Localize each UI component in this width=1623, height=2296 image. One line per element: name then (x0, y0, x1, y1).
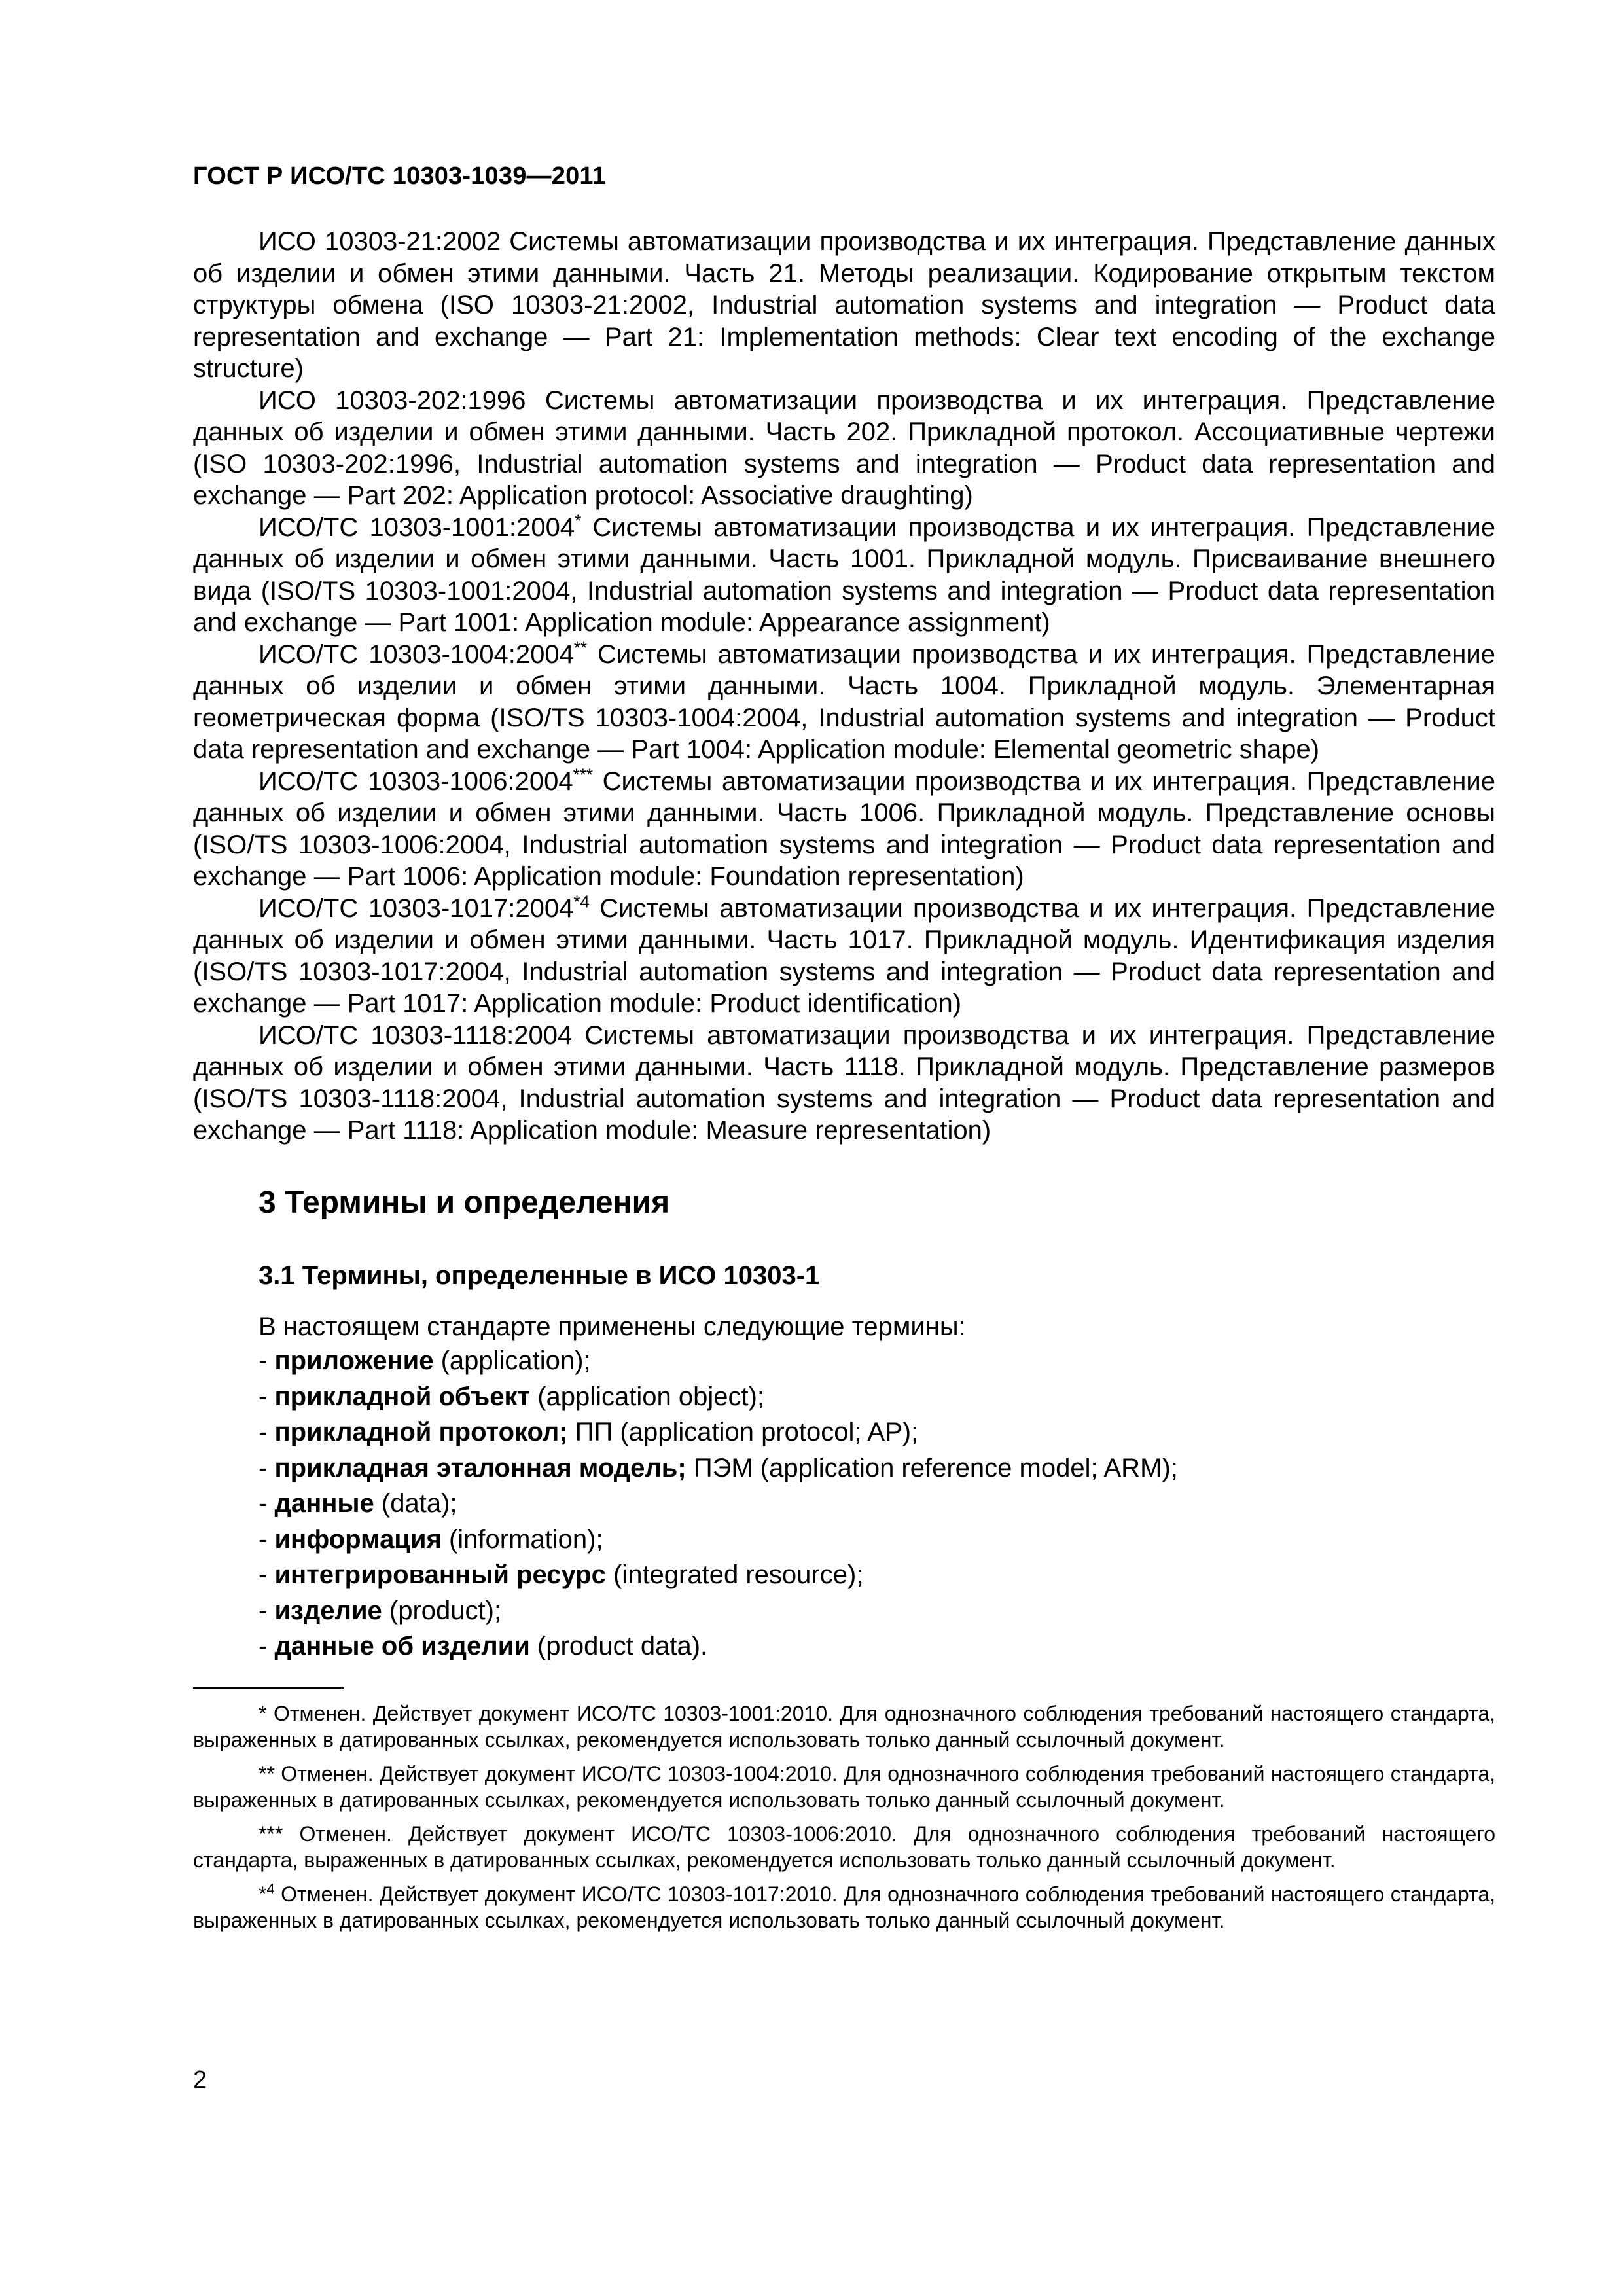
reference-iso-10303-202 (193, 385, 1495, 512)
footnote-mark: * (259, 1882, 267, 1906)
reference-code: ИСО/ТС 10303-1004:2004 (259, 639, 574, 669)
footnote-3 (193, 1821, 1495, 1873)
term-translation: ПЭМ (application reference model; ARM); (686, 1453, 1178, 1482)
term-name: изделие (274, 1596, 382, 1625)
term-translation: (application object); (530, 1382, 765, 1411)
term-dash: - (259, 1382, 275, 1411)
term-name: прикладной объект (274, 1382, 531, 1411)
normative-references (193, 226, 1495, 1147)
term-translation: ПП (application protocol; AP); (567, 1418, 919, 1446)
term-translation: (information); (441, 1524, 603, 1554)
footnote-separator (193, 1687, 344, 1689)
footnote-mark: *4 (573, 891, 590, 912)
reference-code: ИСО/ТС 10303-1017:2004 (259, 893, 574, 923)
term-item (259, 1522, 1178, 1558)
reference-iso-ts-10303-1001 (193, 512, 1495, 639)
footnote-2 (193, 1761, 1495, 1813)
term-item (259, 1593, 1178, 1629)
term-item (259, 1414, 1178, 1450)
reference-iso-ts-10303-1004 (193, 639, 1495, 766)
term-dash: - (259, 1596, 275, 1625)
term-name: данные об изделии (274, 1632, 530, 1660)
footnote-mark: * (575, 511, 582, 531)
reference-code: ИСО/ТС 10303-1006:2004 (259, 766, 573, 796)
page-number: 2 (193, 2066, 207, 2094)
footnote-mark: *** (573, 764, 593, 785)
footnote-1 (193, 1700, 1495, 1753)
footnotes (193, 1700, 1495, 1941)
term-dash: - (259, 1418, 275, 1446)
reference-code: ИСО/ТС 10303-1001:2004 (259, 512, 575, 542)
term-name: данные (274, 1489, 374, 1518)
term-translation: (product); (382, 1596, 502, 1625)
term-item (259, 1450, 1178, 1486)
reference-iso-ts-10303-1006 (193, 766, 1495, 893)
footnote-text: Отменен. Действует документ ИСО/ТС 10303-1017:2010. Для однозначного соблюдения требований настоящего стандарта, выраженных в датированных ссылках, рекомендуется использовать только данный ссылочный документ. (193, 1882, 1495, 1932)
section-title: 3 Термины и определения (259, 1185, 670, 1220)
reference-text: Системы автоматизации производства и их интеграция. Представление данных об изделии и обмен этими данными. Часть 1017. Прикладной модуль. Идентификация изделия (ISO/TS 10303-1017:2004, Industrial automation systems and integration — Product data representation and exchange — Part 1017: Application module: Product identification) (193, 893, 1495, 1018)
term-dash: - (259, 1346, 275, 1375)
term-item (259, 1486, 1178, 1522)
term-name: интегрированный ресурс (274, 1560, 606, 1589)
term-name: прикладной протокол; (274, 1418, 568, 1446)
reference-iso-10303-21 (193, 226, 1495, 385)
footnote-text: Отменен. Действует документ ИСО/ТС 10303-1001:2010. Для однозначного соблюдения требований настоящего стандарта, выраженных в датированных ссылках, рекомендуется использовать только данный ссылочный документ. (193, 1702, 1496, 1751)
term-dash: - (259, 1453, 275, 1482)
terms-intro: В настоящем стандарте применены следующие термины: (259, 1312, 966, 1341)
reference-text: ИСО 10303-21:2002 Системы автоматизации производства и их интеграция. Представление данных об изделии и обмен этими данными. Часть 21. Методы реализации. Кодирование открытым текстом структуры обмена (ISO 10303-21:2002, Industrial automation systems and integration — Product data representation and exchange — Part 21: Implementation methods: Clear text encoding of the exchange structure) (193, 227, 1495, 383)
footnote-4 (193, 1881, 1495, 1933)
reference-text: Системы автоматизации производства и их интеграция. Представление данных об изделии и обмен этими данными. Часть 1004. Прикладной модуль. Элементарная геометрическая форма (ISO/TS 10303-1004:2004, Industrial automation systems and integration — Product data representation and exchange — Part 1004: Application module: Elemental geometric shape) (193, 639, 1495, 764)
reference-text: Системы автоматизации производства и их интеграция. Представление данных об изделии и обмен этими данными. Часть 1006. Прикладной модуль. Представление основы (ISO/TS 10303-1006:2004, Industrial automation systems and integration — Product data representation and exchange — Part 1006: Application module: Foundation representation) (193, 766, 1495, 891)
reference-iso-ts-10303-1118 (193, 1020, 1495, 1147)
term-item (259, 1379, 1178, 1415)
reference-text: ИСО/ТС 10303-1118:2004 Системы автоматизации производства и их интеграция. Представление данных об изделии и обмен этими данными. Часть 1118. Прикладной модуль. Представление размеров (ISO/TS 10303-1118:2004, Industrial automation systems and integration — Product data representation and exchange — Part 1118: Application module: Measure representation) (193, 1020, 1495, 1145)
terms-list (259, 1343, 1178, 1664)
term-item (259, 1343, 1178, 1379)
term-dash: - (259, 1560, 275, 1589)
subsection-title: 3.1 Термины, определенные в ИСО 10303-1 (259, 1261, 820, 1290)
term-name: информация (274, 1524, 442, 1554)
term-dash: - (259, 1524, 275, 1554)
term-item (259, 1628, 1178, 1664)
term-name: прикладная эталонная модель; (274, 1453, 687, 1482)
reference-iso-ts-10303-1017 (193, 893, 1495, 1020)
reference-text: ИСО 10303-202:1996 Системы автоматизации производства и их интеграция. Представление данных об изделии и обмен этими данными. Часть 202. Прикладной протокол. Ассоциативные чертежи (ISO 10303-202:1996, Industrial automation systems and integration — Product data representation and exchange — Part 202: Application protocol: Associative draughting) (193, 386, 1495, 510)
footnote-text: Отменен. Действует документ ИСО/ТС 10303-1006:2010. Для однозначного соблюдения требований настоящего стандарта, выраженных в датированных ссылках, рекомендуется использовать только данный ссылочный документ. (193, 1822, 1496, 1872)
footnote-text: Отменен. Действует документ ИСО/ТС 10303-1004:2010. Для однозначного соблюдения требований настоящего стандарта, выраженных в датированных ссылках, рекомендуется использовать только данный ссылочный документ. (193, 1762, 1495, 1812)
term-translation: (integrated resource); (605, 1560, 864, 1589)
page-header: ГОСТ Р ИСО/ТС 10303-1039—2011 (193, 162, 607, 190)
term-name: приложение (274, 1346, 434, 1375)
footnote-mark: ** (259, 1762, 281, 1785)
footnote-mark: * (259, 1702, 274, 1725)
term-translation: (application); (433, 1346, 591, 1375)
term-dash: - (259, 1632, 275, 1660)
term-translation: (data); (374, 1489, 457, 1518)
footnote-mark-sup: 4 (266, 1880, 275, 1897)
term-dash: - (259, 1489, 275, 1518)
term-item (259, 1557, 1178, 1593)
term-translation: (product data). (529, 1632, 708, 1660)
footnote-mark: *** (259, 1822, 300, 1846)
footnote-mark: ** (573, 637, 588, 658)
reference-text: Системы автоматизации производства и их интеграция. Представление данных об изделии и обмен этими данными. Часть 1001. Прикладной модуль. Присваивание внешнего вида (ISO/TS 10303-1001:2004, Industrial automation systems and integration — Product data representation and exchange — Part 1001: Application module: Appearance assignment) (193, 512, 1495, 637)
